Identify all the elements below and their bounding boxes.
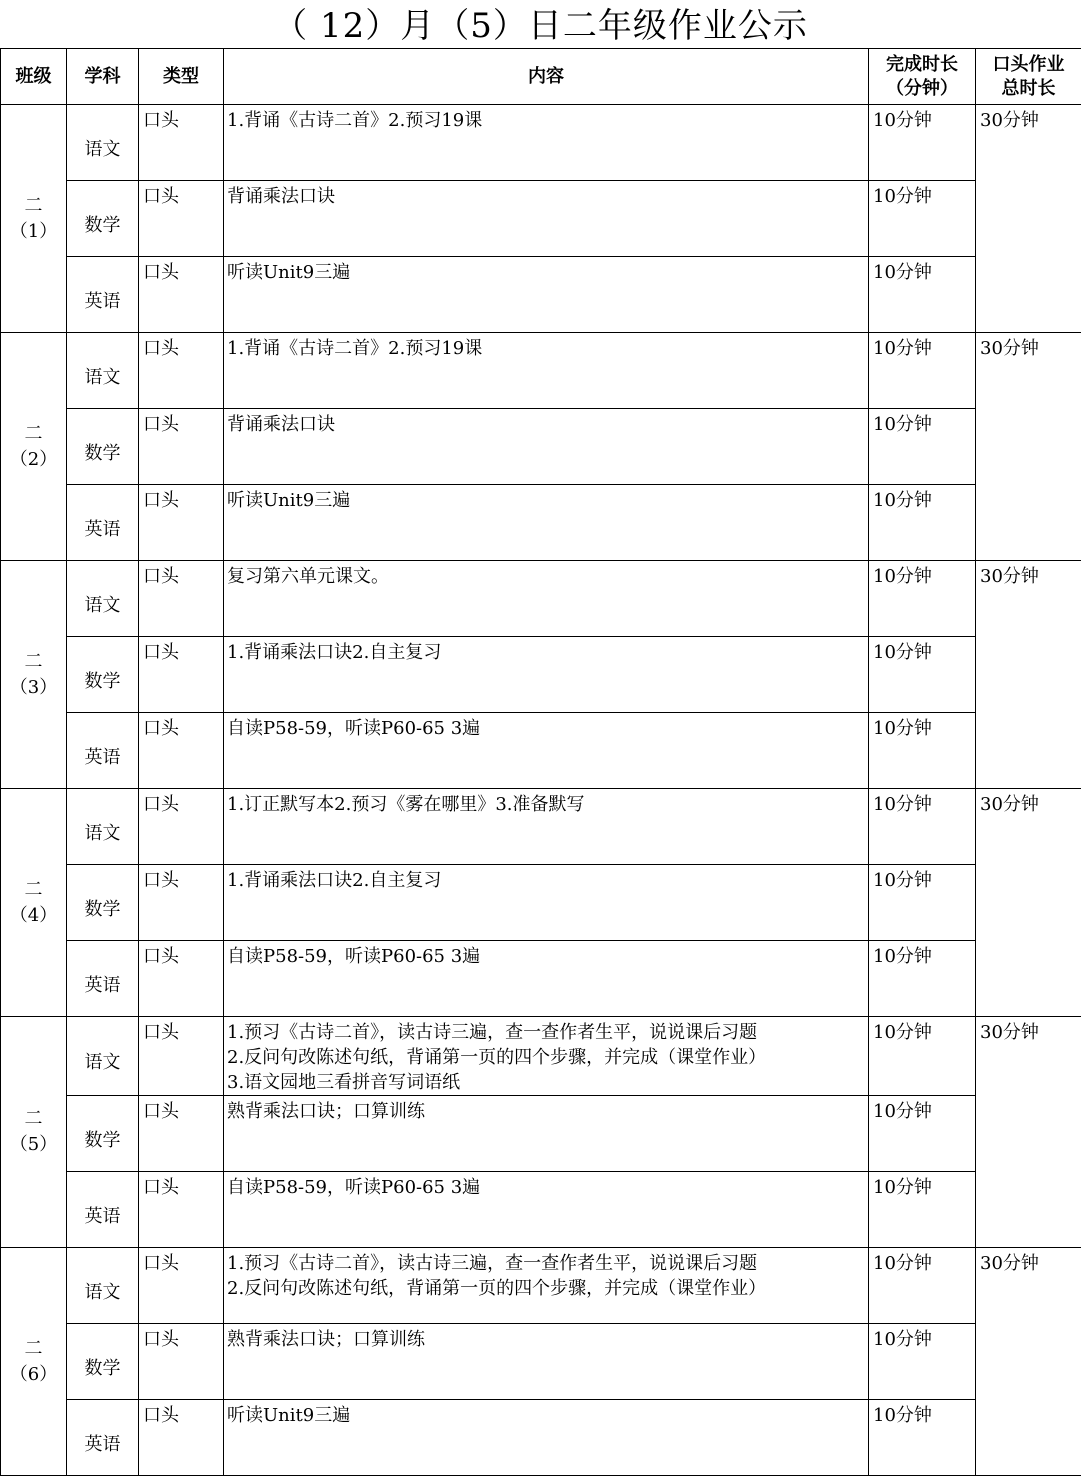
duration-cell: 10分钟: [869, 1400, 976, 1476]
type-cell: 口头: [139, 941, 224, 1017]
header-total: [976, 49, 1081, 105]
table-row: [1, 485, 1081, 561]
table-row: [1, 1172, 1081, 1248]
subject-cell: 英语: [67, 257, 139, 333]
type-cell: 口头: [139, 1096, 224, 1172]
header-total-line1: 口头作业: [976, 53, 1081, 77]
content-cell: [224, 1248, 869, 1324]
class-cell: [1, 333, 67, 561]
table-row: [1, 713, 1081, 789]
content-line: 3.语文园地三看拼音写词语纸: [227, 1070, 868, 1095]
subject-cell: 数学: [67, 1096, 139, 1172]
type-cell: 口头: [139, 637, 224, 713]
duration-cell: 10分钟: [869, 713, 976, 789]
content-cell: [224, 637, 869, 713]
type-cell: 口头: [139, 409, 224, 485]
class-grade: 二: [1, 193, 66, 219]
type-cell: 口头: [139, 1017, 224, 1096]
type-cell: 口头: [139, 1248, 224, 1324]
content-cell: [224, 181, 869, 257]
class-grade: 二: [1, 649, 66, 675]
content-cell: [224, 561, 869, 637]
total-duration-cell: 30分钟: [976, 1017, 1081, 1248]
header-duration-line2: （分钟）: [869, 77, 975, 101]
type-cell: 口头: [139, 865, 224, 941]
subject-cell: 语文: [67, 789, 139, 865]
class-number: （1）: [1, 219, 66, 245]
table-row: [1, 1017, 1081, 1096]
duration-cell: 10分钟: [869, 333, 976, 409]
type-cell: 口头: [139, 105, 224, 181]
table-row: [1, 1248, 1081, 1324]
content-cell: [224, 713, 869, 789]
duration-cell: 10分钟: [869, 941, 976, 1017]
content-line: 1.订正默写本2.预习《雾在哪里》3.准备默写: [227, 792, 868, 817]
content-cell: [224, 1096, 869, 1172]
type-cell: 口头: [139, 485, 224, 561]
class-cell: [1, 561, 67, 789]
subject-cell: 数学: [67, 409, 139, 485]
subject-cell: 语文: [67, 561, 139, 637]
type-cell: 口头: [139, 1324, 224, 1400]
header-type: 类型: [139, 49, 224, 105]
content-cell: [224, 1324, 869, 1400]
content-cell: [224, 865, 869, 941]
duration-cell: 10分钟: [869, 1017, 976, 1096]
type-cell: 口头: [139, 789, 224, 865]
content-line: 自读P58-59，听读P60-65 3遍: [227, 1175, 868, 1200]
subject-cell: 英语: [67, 485, 139, 561]
total-duration-cell: 30分钟: [976, 789, 1081, 1017]
table-row: [1, 333, 1081, 409]
content-line: 背诵乘法口诀: [227, 412, 868, 437]
content-line: 1.预习《古诗二首》，读古诗三遍，查一查作者生平，说说课后习题: [227, 1020, 868, 1045]
type-cell: 口头: [139, 257, 224, 333]
table-row: [1, 941, 1081, 1017]
class-number: （4）: [1, 903, 66, 929]
class-number: （3）: [1, 675, 66, 701]
duration-cell: 10分钟: [869, 485, 976, 561]
table-row: [1, 181, 1081, 257]
class-grade: 二: [1, 877, 66, 903]
subject-cell: 语文: [67, 333, 139, 409]
total-duration-cell: 30分钟: [976, 105, 1081, 333]
subject-cell: 数学: [67, 865, 139, 941]
page-title: （ 12）月（5）日二年级作业公示: [0, 0, 1081, 48]
content-cell: [224, 409, 869, 485]
duration-cell: 10分钟: [869, 1172, 976, 1248]
content-cell: [224, 1400, 869, 1476]
header-content: 内容: [224, 49, 869, 105]
duration-cell: 10分钟: [869, 865, 976, 941]
content-line: 熟背乘法口诀；口算训练: [227, 1099, 868, 1124]
subject-cell: 英语: [67, 941, 139, 1017]
type-cell: 口头: [139, 1400, 224, 1476]
header-total-line2: 总时长: [976, 77, 1081, 101]
class-cell: [1, 1017, 67, 1248]
content-line: 1.预习《古诗二首》，读古诗三遍，查一查作者生平，说说课后习题: [227, 1251, 868, 1276]
class-grade: 二: [1, 1106, 66, 1132]
content-line: 1.背诵乘法口诀2.自主复习: [227, 640, 868, 665]
type-cell: 口头: [139, 181, 224, 257]
type-cell: 口头: [139, 561, 224, 637]
subject-cell: 语文: [67, 1017, 139, 1096]
homework-table: [0, 48, 1081, 1476]
type-cell: 口头: [139, 333, 224, 409]
content-line: 听读Unit9三遍: [227, 488, 868, 513]
content-line: 听读Unit9三遍: [227, 260, 868, 285]
class-grade: 二: [1, 421, 66, 447]
content-line: 自读P58-59，听读P60-65 3遍: [227, 716, 868, 741]
duration-cell: 10分钟: [869, 789, 976, 865]
table-row: [1, 789, 1081, 865]
content-line: 1.背诵《古诗二首》2.预习19课: [227, 336, 868, 361]
content-line: 1.背诵《古诗二首》2.预习19课: [227, 108, 868, 133]
content-cell: [224, 333, 869, 409]
table-row: [1, 637, 1081, 713]
class-cell: [1, 1248, 67, 1476]
content-line: 复习第六单元课文。: [227, 564, 868, 589]
table-row: [1, 865, 1081, 941]
content-line: 1.背诵乘法口诀2.自主复习: [227, 868, 868, 893]
total-duration-cell: 30分钟: [976, 1248, 1081, 1476]
duration-cell: 10分钟: [869, 1248, 976, 1324]
content-line: 听读Unit9三遍: [227, 1403, 868, 1428]
header-class: 班级: [1, 49, 67, 105]
duration-cell: 10分钟: [869, 105, 976, 181]
duration-cell: 10分钟: [869, 637, 976, 713]
duration-cell: 10分钟: [869, 181, 976, 257]
content-cell: [224, 105, 869, 181]
table-row: [1, 409, 1081, 485]
duration-cell: 10分钟: [869, 1096, 976, 1172]
class-number: （2）: [1, 447, 66, 473]
subject-cell: 英语: [67, 713, 139, 789]
header-subject: 学科: [67, 49, 139, 105]
table-body: [1, 105, 1081, 1476]
type-cell: 口头: [139, 713, 224, 789]
content-line: 2.反问句改陈述句纸，背诵第一页的四个步骤，并完成（课堂作业）: [227, 1045, 868, 1070]
table-row: [1, 257, 1081, 333]
duration-cell: 10分钟: [869, 561, 976, 637]
content-cell: [224, 1172, 869, 1248]
content-line: 背诵乘法口诀: [227, 184, 868, 209]
subject-cell: 语文: [67, 1248, 139, 1324]
content-cell: [224, 257, 869, 333]
class-number: （6）: [1, 1362, 66, 1388]
class-cell: [1, 105, 67, 333]
table-row: [1, 1096, 1081, 1172]
subject-cell: 英语: [67, 1400, 139, 1476]
content-line: 熟背乘法口诀；口算训练: [227, 1327, 868, 1352]
header-row: [1, 49, 1081, 105]
content-cell: [224, 485, 869, 561]
duration-cell: 10分钟: [869, 409, 976, 485]
subject-cell: 数学: [67, 1324, 139, 1400]
duration-cell: 10分钟: [869, 1324, 976, 1400]
table-row: [1, 561, 1081, 637]
type-cell: 口头: [139, 1172, 224, 1248]
table-row: [1, 1400, 1081, 1476]
class-number: （5）: [1, 1132, 66, 1158]
total-duration-cell: 30分钟: [976, 333, 1081, 561]
content-line: 自读P58-59，听读P60-65 3遍: [227, 944, 868, 969]
total-duration-cell: 30分钟: [976, 561, 1081, 789]
content-cell: [224, 789, 869, 865]
table-row: [1, 105, 1081, 181]
duration-cell: 10分钟: [869, 257, 976, 333]
subject-cell: 语文: [67, 105, 139, 181]
class-grade: 二: [1, 1336, 66, 1362]
subject-cell: 英语: [67, 1172, 139, 1248]
header-duration-line1: 完成时长: [869, 53, 975, 77]
content-line: 2.反问句改陈述句纸，背诵第一页的四个步骤，并完成（课堂作业）: [227, 1276, 868, 1301]
table-row: [1, 1324, 1081, 1400]
content-cell: [224, 941, 869, 1017]
subject-cell: 数学: [67, 181, 139, 257]
subject-cell: 数学: [67, 637, 139, 713]
content-cell: [224, 1017, 869, 1096]
class-cell: [1, 789, 67, 1017]
header-duration: [869, 49, 976, 105]
